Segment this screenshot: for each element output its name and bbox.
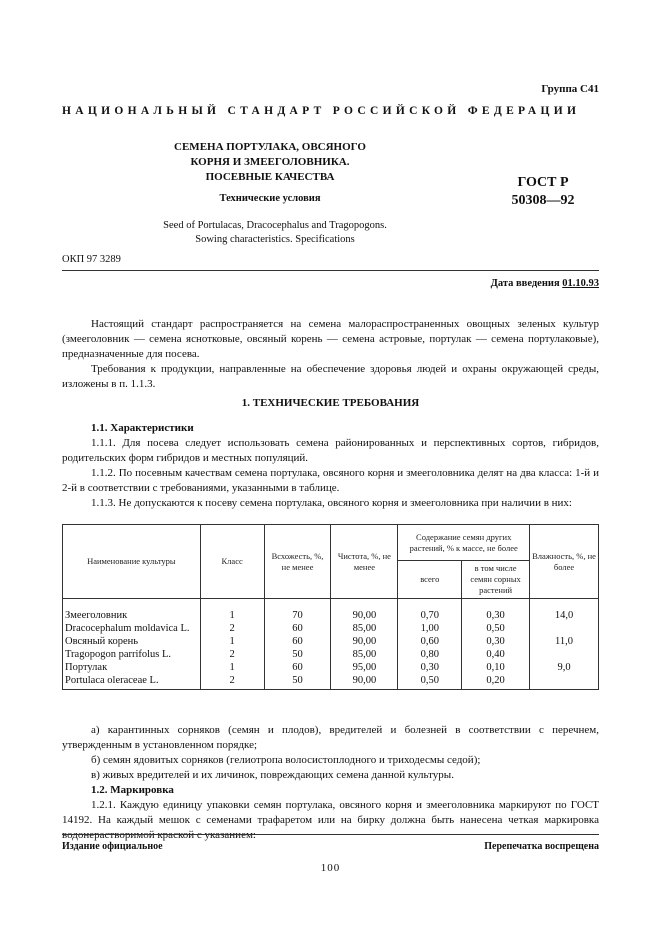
section-1-text <box>62 421 599 511</box>
intro-text <box>62 317 599 392</box>
header-weed-seeds: в том числе семян сорных растений <box>462 561 530 599</box>
requirements-table <box>62 524 599 690</box>
official-edition-note: Издание официальное <box>62 841 163 852</box>
cell-class: 2 <box>200 648 264 661</box>
cell-germination: 70 <box>264 609 331 622</box>
cell-weed-seeds: 0,40 <box>462 648 530 661</box>
cell-weed-seeds: 0,30 <box>462 635 530 648</box>
cell-class: 2 <box>200 674 264 690</box>
cell-germination: 60 <box>264 622 331 635</box>
intro-date-value: 01.10.93 <box>562 278 599 289</box>
cell-purity: 85,00 <box>331 622 398 635</box>
header-moisture: Влажность, %, не более <box>530 525 599 599</box>
paragraph-1-1-3: 1.1.3. Не допускаются к посеву семена портулака, овсяного корня и змееголовника при наличии в них: <box>91 497 572 509</box>
cell-crop-name: Tragopogon parrifolus L. <box>63 648 201 661</box>
cell-crop-name: Dracocephalum moldavica L. <box>63 622 201 635</box>
cell-weed-seeds: 0,10 <box>462 661 530 674</box>
list-item-a: а) карантинных сорняков (семян и плодов), вредителей и болезней в соответствии с перечнем, утвержденным в установленном порядке; <box>62 724 599 751</box>
divider-top <box>62 270 599 271</box>
cell-class: 2 <box>200 622 264 635</box>
cell-class: 1 <box>200 661 264 674</box>
gost-line-2: 50308—92 <box>511 193 575 208</box>
cell-germination: 60 <box>264 661 331 674</box>
title-line-1: СЕМЕНА ПОРТУЛАКА, ОВСЯНОГО <box>174 141 366 153</box>
cell-purity: 95,00 <box>331 661 398 674</box>
header-crop-name: Наименование культуры <box>63 525 201 599</box>
paragraph-1-1-2: 1.1.2. По посевным качествам семена портулака, овсяного корня и змееголовника делят на два класса: 1-й и 2-й в соответствии с требованиями, указанными в таблице. <box>62 467 599 494</box>
group-code: Группа С41 <box>541 83 599 95</box>
okp-code: ОКП 97 3289 <box>62 254 121 265</box>
cell-purity: 90,00 <box>331 609 398 622</box>
cell-purity: 90,00 <box>331 635 398 648</box>
intro-date-label: Дата введения <box>490 278 560 289</box>
cell-moisture: 14,0 <box>530 609 599 622</box>
subsection-heading-1-2: 1.2. Маркировка <box>91 784 174 796</box>
cell-class: 1 <box>200 609 264 622</box>
cell-purity: 90,00 <box>331 674 398 690</box>
cell-moisture: 11,0 <box>530 635 599 648</box>
cell-purity: 85,00 <box>331 648 398 661</box>
table-row <box>63 622 599 635</box>
page-number: 100 <box>320 862 341 874</box>
reprint-prohibited-note: Перепечатка воспрещена <box>484 841 599 852</box>
table-row <box>63 635 599 648</box>
cell-weed-seeds: 0,30 <box>462 609 530 622</box>
header-other-seeds: Содержание семян других растений, % к массе, не более <box>398 525 530 561</box>
table-row <box>63 609 599 622</box>
cell-moisture <box>530 622 599 635</box>
header-total: всего <box>398 561 462 599</box>
cell-moisture: 9,0 <box>530 661 599 674</box>
subsection-heading-1-1: 1.1. Характеристики <box>91 422 194 434</box>
cell-total: 1,00 <box>398 622 462 635</box>
cell-moisture <box>530 674 599 690</box>
english-line-2: Sowing characteristics. Specifications <box>195 234 355 245</box>
cell-total: 0,30 <box>398 661 462 674</box>
cell-moisture <box>530 648 599 661</box>
cell-germination: 50 <box>264 674 331 690</box>
header-germination: Всхожесть, %, не менее <box>264 525 331 599</box>
table-row <box>63 648 599 661</box>
cell-total: 0,80 <box>398 648 462 661</box>
cell-total: 0,70 <box>398 609 462 622</box>
intro-paragraph-2: Требования к продукции, направленные на обеспечение здоровья людей и охраны окружающей среды, изложены в п. 1.1.3. <box>62 363 599 390</box>
title-line-3: ПОСЕВНЫЕ КАЧЕСТВА <box>205 171 335 183</box>
paragraph-1-2-1: 1.2.1. Каждую единицу упаковки семян портулака, овсяного корня и змееголовника маркируют по ГОСТ 14192. На каждый мешок с семенами трафаретом или на бирку должна быть нанесена четкая маркировка водонерастворимой краской с указанием: <box>62 799 599 841</box>
list-item-b: б) семян ядовитых сорняков (гелиотропа волосистоплодного и триходесмы седой); <box>91 754 481 766</box>
gost-line-1: ГОСТ Р <box>517 175 569 190</box>
english-line-1: Seed of Portulacas, Dracocephalus and Tragopogons. <box>163 220 387 231</box>
cell-germination: 50 <box>264 648 331 661</box>
cell-total: 0,60 <box>398 635 462 648</box>
header-purity: Чистота, %, не менее <box>331 525 398 599</box>
cell-weed-seeds: 0,50 <box>462 622 530 635</box>
document-title <box>150 140 390 185</box>
cell-germination: 60 <box>264 635 331 648</box>
cell-weed-seeds: 0,20 <box>462 674 530 690</box>
intro-paragraph-1: Настоящий стандарт распространяется на семена малораспространенных овощных зеленых культур (змееголовник — семена яснотковые, овсяный корень — семена астровые, портулак — семена портулаковые), предназначенные для посева. <box>62 318 599 360</box>
cell-total: 0,50 <box>398 674 462 690</box>
paragraph-1-1-1: 1.1.1. Для посева следует использовать семена районированных и перспективных сортов, гибридов, родительских форм гибридов и местных популяций. <box>62 437 599 464</box>
cell-class: 1 <box>200 635 264 648</box>
header-class: Класс <box>200 525 264 599</box>
table-row <box>63 661 599 674</box>
national-standard-heading: НАЦИОНАЛЬНЫЙ СТАНДАРТ РОССИЙСКОЙ ФЕДЕРАЦИИ <box>62 105 581 117</box>
divider-bottom <box>62 834 599 835</box>
introduction-date <box>491 278 599 289</box>
document-subtitle: Технические условия <box>219 193 321 204</box>
exclusion-list <box>62 723 599 843</box>
cell-crop-name: Змееголовник <box>63 609 201 622</box>
cell-crop-name: Portulaca oleraceae L. <box>63 674 201 690</box>
cell-crop-name: Овсяный корень <box>63 635 201 648</box>
cell-crop-name: Портулак <box>63 661 201 674</box>
section-heading-1: 1. ТЕХНИЧЕСКИЕ ТРЕБОВАНИЯ <box>241 397 420 409</box>
gost-number <box>488 174 598 210</box>
english-title <box>140 219 410 247</box>
table-row <box>63 674 599 690</box>
title-line-2: КОРНЯ И ЗМЕЕГОЛОВНИКА. <box>190 156 350 168</box>
list-item-c: в) живых вредителей и их личинок, повреждающих семена данной культуры. <box>91 769 454 781</box>
